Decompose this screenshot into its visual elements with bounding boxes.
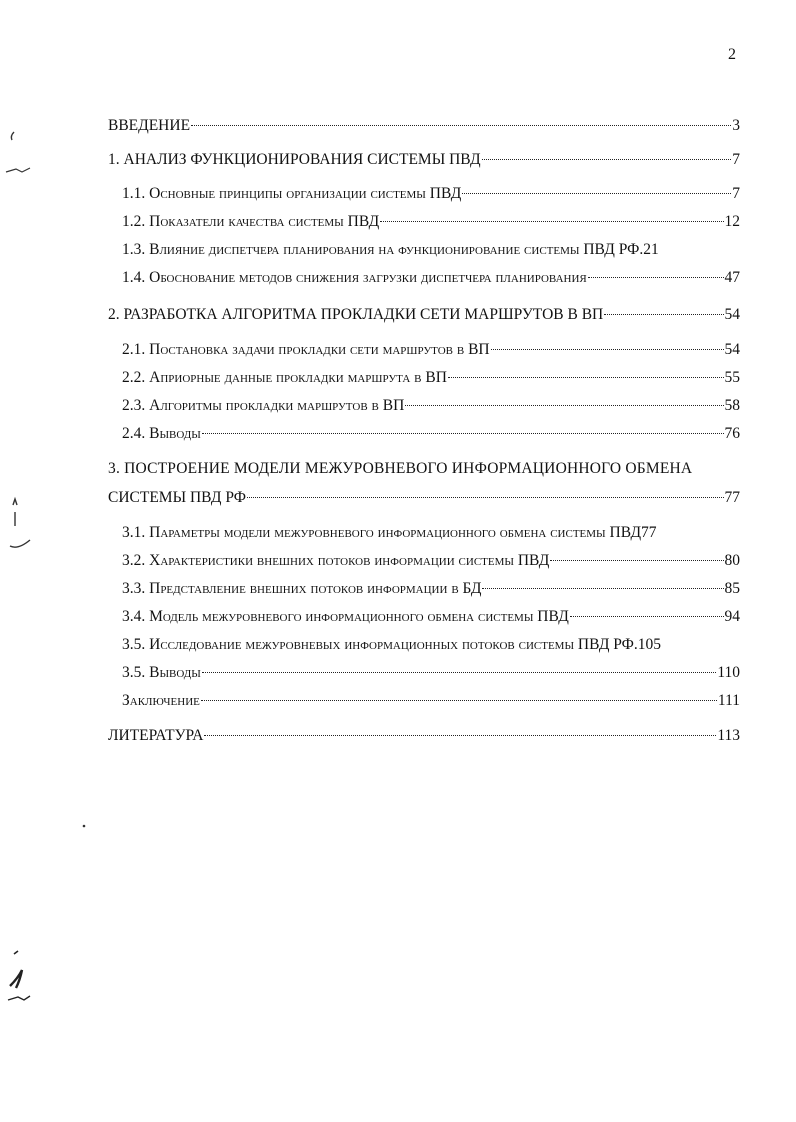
toc-page: 7 — [732, 185, 740, 202]
toc-page: 85 — [724, 580, 740, 597]
dot-leader — [482, 159, 732, 160]
toc-title: 2.4. Выводы — [122, 425, 201, 442]
toc-entry-section-1-2[interactable] — [122, 212, 740, 232]
toc-page: 54 — [724, 306, 740, 323]
toc-entry-section-3-2[interactable] — [122, 551, 740, 571]
toc-title: 3.1. Параметры модели межуровневого информационного обмена системы ПВД — [122, 524, 642, 541]
toc-page: 58 — [724, 397, 740, 414]
margin-mark — [6, 168, 30, 172]
toc-page: 94 — [724, 608, 740, 625]
toc-page: 76 — [724, 425, 740, 442]
margin-mark — [13, 499, 17, 526]
toc-title: 1.3. Влияние диспетчера планирования на функционирование системы ПВД РФ. — [122, 241, 644, 258]
toc-title: ВВЕДЕНИЕ — [108, 117, 191, 134]
dot-leader — [491, 349, 724, 350]
toc-title: Заключение — [122, 692, 200, 709]
toc-entry-section-2-2[interactable] — [122, 368, 740, 388]
dot-leader — [247, 497, 724, 498]
margin-mark — [14, 951, 18, 954]
dot-leader — [191, 125, 731, 126]
toc-page: 21 — [643, 241, 659, 258]
margin-mark — [8, 996, 30, 1000]
toc-title: 1.1. Основные принципы организации системы ПВД — [122, 185, 462, 202]
toc-title: 2.2. Априорные данные прокладки маршрута в ВП — [122, 369, 447, 386]
toc-entry-section-3-6[interactable] — [122, 663, 740, 683]
toc-entry-chapter-1[interactable] — [108, 150, 740, 170]
toc-page: 105 — [637, 636, 662, 653]
toc-entry-chapter-3[interactable] — [108, 488, 740, 508]
toc-title: 1.4. Обоснование методов снижения загрузки диспетчера планирования — [122, 269, 587, 286]
toc-entry-section-3-3[interactable] — [122, 579, 740, 599]
toc-title: 2.1. Постановка задачи прокладки сети маршрутов в ВП — [122, 341, 490, 358]
toc-title: ЛИТЕРАТУРА — [108, 727, 204, 744]
toc-page: 7 — [732, 151, 740, 168]
toc-page: 111 — [717, 692, 740, 709]
toc-title: СИСТЕМЫ ПВД РФ — [108, 489, 246, 506]
dot-leader — [202, 433, 724, 434]
dot-leader — [201, 700, 717, 701]
dot-leader — [380, 221, 723, 222]
toc-page: 47 — [724, 269, 740, 286]
toc-title: 2. РАЗРАБОТКА АЛГОРИТМА ПРОКЛАДКИ СЕТИ МАРШРУТОВ В ВП — [108, 306, 604, 323]
toc-entry-section-3-1[interactable] — [122, 523, 740, 543]
toc-page: 80 — [724, 552, 740, 569]
toc-entry-conclusion[interactable] — [122, 691, 740, 711]
margin-mark — [11, 132, 14, 140]
dot-leader — [550, 560, 723, 561]
margin-dot — [83, 825, 86, 828]
toc-entry-section-1-1[interactable] — [122, 184, 740, 204]
toc-page: 3 — [732, 117, 740, 134]
toc-entry-chapter-3-line1[interactable]: 3. ПОСТРОЕНИЕ МОДЕЛИ МЕЖУРОВНЕВОГО ИНФОРМАЦИОННОГО ОБМЕНА — [108, 460, 693, 477]
margin-mark — [10, 970, 22, 988]
toc-page: 55 — [724, 369, 740, 386]
toc-title: 2.3. Алгоритмы прокладки маршрутов в ВП — [122, 397, 405, 414]
toc-entry-chapter-2[interactable] — [108, 305, 740, 325]
toc-entry-introduction[interactable] — [108, 116, 740, 136]
toc-page: 110 — [717, 664, 740, 681]
dot-leader — [604, 314, 723, 315]
toc-entry-section-3-4[interactable] — [122, 607, 740, 627]
dot-leader — [462, 193, 731, 194]
dot-leader — [204, 735, 716, 736]
dot-leader — [570, 616, 724, 617]
toc-title: 3.5. Выводы — [122, 664, 201, 681]
dot-leader — [482, 588, 723, 589]
toc-entry-section-3-5[interactable] — [122, 635, 740, 655]
dot-leader — [588, 277, 724, 278]
toc-entry-section-2-4[interactable] — [122, 424, 740, 444]
toc-page: 113 — [717, 727, 740, 744]
page-number: 2 — [728, 46, 736, 63]
dot-leader — [448, 377, 724, 378]
toc-page: 77 — [641, 524, 657, 541]
toc-entry-references[interactable] — [108, 726, 740, 746]
toc-page: 54 — [724, 341, 740, 358]
toc-entry-section-2-3[interactable] — [122, 396, 740, 416]
toc-title: 3.3. Представление внешних потоков информации в БД — [122, 580, 482, 597]
toc-title: 3.4. Модель межуровневого информационного обмена системы ПВД — [122, 608, 569, 625]
margin-mark — [10, 540, 30, 547]
toc-page: 77 — [724, 489, 740, 506]
toc-title: 3.2. Характеристики внешних потоков информации системы ПВД — [122, 552, 550, 569]
toc-title: 1.2. Показатели качества системы ПВД — [122, 213, 380, 230]
toc-title: 3.5. Исследование межуровневых информационных потоков системы ПВД РФ. — [122, 636, 638, 653]
toc-entry-section-2-1[interactable] — [122, 340, 740, 360]
dot-leader — [202, 672, 716, 673]
toc-page: 12 — [724, 213, 740, 230]
toc-title: 1. АНАЛИЗ ФУНКЦИОНИРОВАНИЯ СИСТЕМЫ ПВД — [108, 151, 481, 168]
toc-entry-section-1-4[interactable] — [122, 268, 740, 288]
toc-entry-section-1-3[interactable] — [122, 240, 740, 260]
dot-leader — [405, 405, 723, 406]
